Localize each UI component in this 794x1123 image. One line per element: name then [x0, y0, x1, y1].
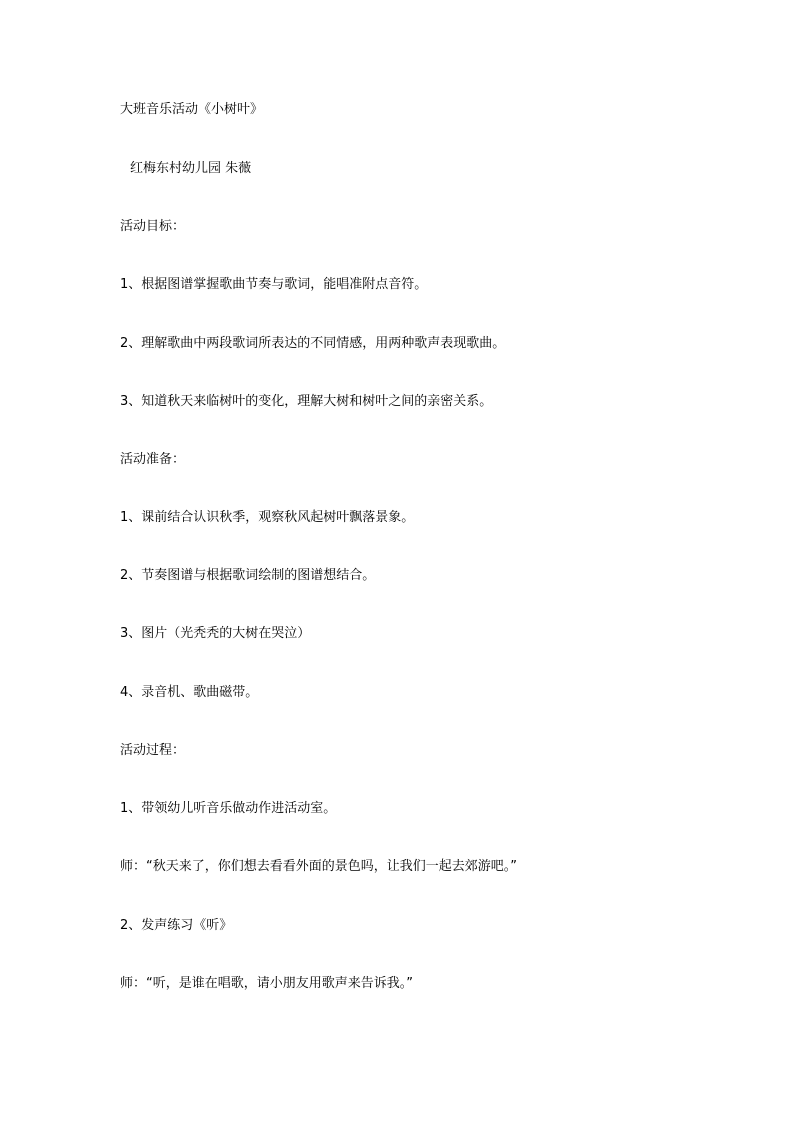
author-line: 红梅东村幼儿园 朱薇 — [130, 161, 252, 176]
prep-item: 2、节奏图谱与根据歌词绘制的图谱想结合。 — [120, 568, 376, 583]
goal-item: 3、知道秋天来临树叶的变化，理解大树和树叶之间的亲密关系。 — [120, 394, 493, 409]
goals-heading: 活动目标： — [120, 219, 186, 234]
prep-item: 4、录音机、歌曲磁带。 — [120, 685, 259, 700]
process-item: 2、发声练习《听》 — [120, 918, 233, 933]
goal-item: 1、根据图谱掌握歌曲节奏与歌词，能唱准附点音符。 — [120, 277, 428, 292]
prep-heading: 活动准备： — [120, 452, 186, 467]
goal-item: 2、理解歌曲中两段歌词所表达的不同情感，用两种歌声表现歌曲。 — [120, 336, 506, 351]
process-item: 师：“秋天来了，你们想去看看外面的景色吗，让我们一起去郊游吧。” — [120, 859, 517, 874]
document-title: 大班音乐活动《小树叶》 — [120, 102, 264, 117]
process-item: 1、带领幼儿听音乐做动作进活动室。 — [120, 801, 337, 816]
process-heading: 活动过程： — [120, 743, 186, 758]
prep-item: 1、课前结合认识秋季，观察秋风起树叶飘落景象。 — [120, 510, 415, 525]
prep-item: 3、图片（光秃秃的大树在哭泣） — [120, 626, 311, 641]
process-item: 师：“听，是谁在唱歌，请小朋友用歌声来告诉我。” — [120, 976, 413, 991]
